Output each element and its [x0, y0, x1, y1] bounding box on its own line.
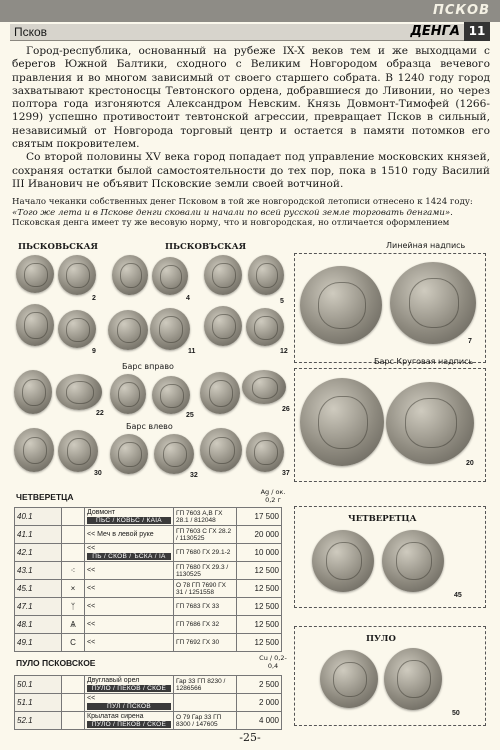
row-desc-text: Двуглавый орел [87, 677, 140, 684]
coin-number: 37 [282, 470, 290, 477]
coin-image [200, 372, 240, 414]
coin-image [204, 255, 242, 295]
chronicle-text [12, 197, 490, 229]
coin-image [16, 304, 54, 346]
row-reference: ГП 7683 ГХ 33 [174, 598, 237, 616]
pulo-title: ПУЛО ПСКОВСКОЕ [16, 658, 96, 668]
coin-image [312, 530, 374, 592]
brand-title: ПСКОВ [432, 3, 490, 18]
coin-image [14, 428, 54, 472]
row-price: 12 500 [237, 616, 282, 634]
coin-image [248, 255, 284, 295]
label-bars-circular: Барс Круговая надпись [374, 357, 474, 366]
pulo-weight: Cu / 0,2-0,4 [259, 654, 287, 670]
table-row [15, 676, 282, 694]
row-id: 45.1 [15, 580, 62, 598]
coin-number: 26 [282, 406, 290, 413]
coin-image [110, 434, 148, 474]
coin-number: 20 [466, 460, 474, 467]
coin-number: 11 [188, 348, 196, 355]
city-label: Псков [14, 25, 48, 39]
row-id: 48.1 [15, 616, 62, 634]
label-pulo-box: ПУЛО [366, 634, 396, 644]
coin-image [58, 310, 96, 348]
row-symbol [62, 526, 85, 544]
page-number-box: 11 [464, 22, 490, 41]
row-id: 47.1 [15, 598, 62, 616]
row-desc-text: << [87, 567, 96, 574]
coin-image [386, 382, 474, 464]
row-description [85, 712, 174, 730]
row-description [85, 580, 174, 598]
row-description [85, 526, 174, 544]
row-id: 49.1 [15, 634, 62, 652]
table-row [15, 694, 282, 712]
coin-image [200, 428, 242, 472]
row-desc-text: << [87, 585, 96, 592]
row-description [85, 634, 174, 652]
coin-number: 5 [280, 298, 284, 305]
row-desc-text: << [87, 621, 96, 628]
row-description [85, 616, 174, 634]
row-description [85, 676, 174, 694]
coin-number: 25 [186, 412, 194, 419]
row-symbol: ⁖ [62, 562, 85, 580]
row-desc-text: Крылатая сирена [87, 713, 144, 720]
chetveretsa-title: ЧЕТВЕРЕТЦА [16, 492, 74, 502]
coin-image [58, 430, 98, 472]
row-reference: ГП 7603 А,В ГХ 28.1 / 812048 [174, 508, 237, 526]
chetveretsa-weight: Ag / ок. 0,2 г [260, 488, 286, 504]
row-description [85, 694, 174, 712]
coin-image [384, 648, 442, 710]
section-title: ДЕНГА [410, 24, 460, 39]
coin-number: 4 [186, 295, 190, 302]
intro-paragraph: Со второй половины XV века город попадает под управление московских князей, сохраняя остатки былой самостоятельности до тех пор, пока в 1510 году Василий III Иванович не объявит Псковские земли своей вотчиной. [12, 151, 490, 190]
coin-image [382, 530, 444, 592]
coin-number: 50 [452, 710, 460, 717]
row-reference: ГП 7680 ГХ 29.3 / 1130525 [174, 562, 237, 580]
row-legend-band: ПЬ / СКОВ / ЪСКА / ІА [87, 553, 171, 560]
top-bar [0, 0, 500, 22]
row-reference: ГП 7686 ГХ 32 [174, 616, 237, 634]
chetveretsa-table [14, 507, 282, 652]
row-desc-text: << [87, 545, 96, 552]
chronicle-line: Начало чеканки собственных денег Псковом в той же новгородской летописи отнесено к 1424 году: [12, 197, 473, 207]
table-row [15, 562, 282, 580]
row-id: 50.1 [15, 676, 62, 694]
row-price: 10 000 [237, 544, 282, 562]
row-reference: О 78 ГП 7690 ГХ 31 / 1251558 [174, 580, 237, 598]
label-bars-right: Барс вправо [122, 362, 174, 371]
row-price: 12 500 [237, 598, 282, 616]
row-reference: Гар 33 ГП 8230 / 1286566 [174, 676, 237, 694]
row-symbol: ᛉ [62, 598, 85, 616]
intro-paragraph: Город-республика, основанный на рубеже IX-X веков тем и же выходцами с берегов Южной Балтики, сходного с Великим Новгородом образца вечевого правления и во многом зависимый от своего старшего собрата. В 1240 году город захватывают крестоносцы Тевтонского ордена, добравшиеся до Ливонии, но через полтора года изгоняются Александром Невским. Князь Довмонт-Тимофей (1266-1299) успешно противостоит тевтонской агрессии, превращает Псков в сильный, независимый от Новгорода торговый центр и остается в памяти потомков его святым покровителем. [12, 45, 490, 151]
row-symbol: × [62, 580, 85, 598]
coin-number: 32 [190, 472, 198, 479]
row-desc-text: Довмонт [87, 509, 116, 516]
row-id: 43.1 [15, 562, 62, 580]
table-row [15, 544, 282, 562]
coin-image [204, 306, 242, 346]
row-price: 2 500 [237, 676, 282, 694]
row-price: 12 500 [237, 634, 282, 652]
row-symbol [62, 544, 85, 562]
coin-number: 2 [92, 295, 96, 302]
coin-number: 12 [280, 348, 288, 355]
table-row [15, 712, 282, 730]
coin-image [300, 266, 382, 344]
row-symbol: С [62, 634, 85, 652]
row-description [85, 598, 174, 616]
coin-number: 7 [468, 338, 472, 345]
table-row [15, 508, 282, 526]
row-legend-band: ПУЛО / ПЕКОВ / СКОЕ [87, 721, 171, 728]
coin-image [152, 376, 190, 414]
coin-number: 45 [454, 592, 462, 599]
label-pskov-1: ПЬСКОВЬСКАЯ [18, 242, 99, 252]
page-footer: -25- [239, 731, 261, 744]
row-desc-text: << [87, 639, 96, 646]
row-symbol [62, 712, 85, 730]
row-id: 41.1 [15, 526, 62, 544]
section-bar [10, 24, 490, 41]
row-price: 4 000 [237, 712, 282, 730]
label-chetveretsa-box: ЧЕТВЕРЕТЦА [348, 514, 417, 524]
coin-image [242, 370, 286, 404]
table-row [15, 580, 282, 598]
row-desc-text: << [87, 603, 96, 610]
label-linear-inscription: Линейная надпись [386, 241, 466, 250]
coin-image [112, 255, 148, 295]
intro-text [12, 45, 490, 191]
coin-image [390, 262, 476, 344]
row-reference: ГП 7680 ГХ 29.1-2 [174, 544, 237, 562]
row-desc-text: << Меч в левой руке [87, 531, 154, 538]
coin-image [56, 374, 102, 410]
table-row [15, 598, 282, 616]
coin-image [150, 308, 190, 350]
coin-image [110, 374, 146, 414]
row-description [85, 508, 174, 526]
pulo-table [14, 675, 282, 730]
coin-image [152, 257, 188, 295]
label-pskov-2: ПЬСКОВЪСКАЯ [165, 242, 247, 252]
coin-number: 9 [92, 348, 96, 355]
row-symbol: Ѧ [62, 616, 85, 634]
row-legend-band: ПУЛО / ПЕКОВ / СКОЕ [87, 685, 171, 692]
row-price: 2 000 [237, 694, 282, 712]
row-symbol [62, 694, 85, 712]
row-price: 17 500 [237, 508, 282, 526]
row-reference: О 79 Гар 33 ГП 8300 / 147605 [174, 712, 237, 730]
row-description [85, 562, 174, 580]
row-symbol [62, 676, 85, 694]
coin-number: 30 [94, 470, 102, 477]
coin-image [58, 255, 96, 295]
coin-image [300, 378, 384, 466]
row-id: 42.1 [15, 544, 62, 562]
coin-image [154, 434, 194, 474]
table-row [15, 634, 282, 652]
row-reference: ГП 7692 ГХ 30 [174, 634, 237, 652]
coin-number: 22 [96, 410, 104, 417]
chronicle-line: Псковская денга имеет ту же весовую норму, что и новгородская, но отличается оформлением [12, 218, 450, 228]
row-price: 20 000 [237, 526, 282, 544]
row-symbol [62, 508, 85, 526]
row-description [85, 544, 174, 562]
row-reference: ГП 7603 С ГХ 28.2 / 1130525 [174, 526, 237, 544]
coin-image [246, 432, 284, 472]
coin-image [108, 310, 148, 350]
table-row [15, 526, 282, 544]
coin-image [16, 255, 54, 293]
chronicle-quote: «Того же лета и в Пскове денги сковали и начали по всей русской земле торговать денгами». [12, 207, 453, 218]
table-row [15, 616, 282, 634]
label-bars-left: Барс влево [126, 422, 173, 431]
row-legend-band: ПУЛ / ПСКОВ [87, 703, 171, 710]
row-id: 51.1 [15, 694, 62, 712]
coin-image [246, 308, 284, 346]
row-id: 52.1 [15, 712, 62, 730]
row-reference [174, 694, 237, 712]
coin-image [320, 650, 378, 708]
coin-image [14, 370, 52, 414]
row-id: 40.1 [15, 508, 62, 526]
row-legend-band: ПЬС / КОВЬС / КАІА [87, 517, 171, 524]
row-desc-text: << [87, 695, 96, 702]
row-price: 12 500 [237, 580, 282, 598]
row-price: 12 500 [237, 562, 282, 580]
